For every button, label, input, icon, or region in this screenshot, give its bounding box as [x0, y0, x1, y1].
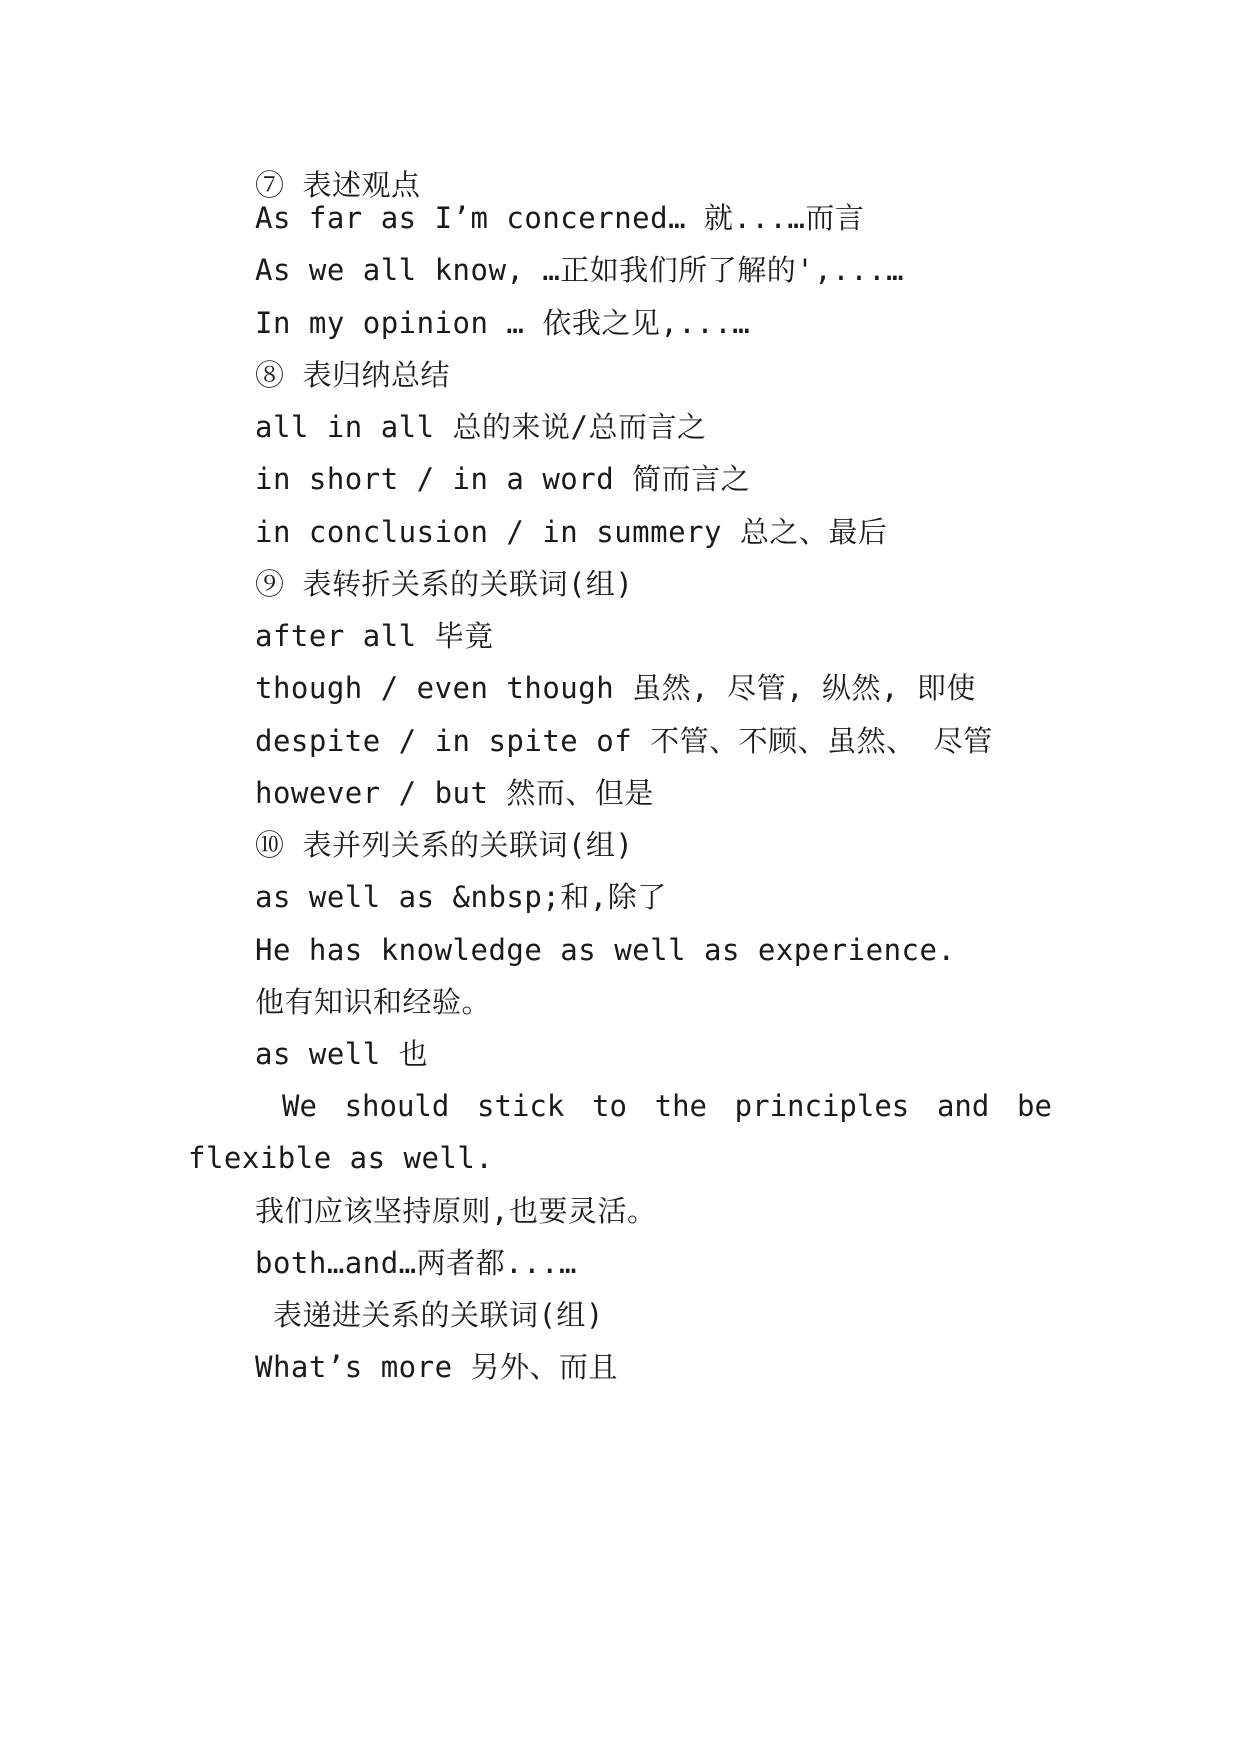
phrase-line: As far as I’m concerned… 就...…而言	[255, 201, 865, 235]
example-translation: 他有知识和经验。	[255, 985, 492, 1019]
phrase-line: in short / in a word 简而言之	[255, 462, 751, 496]
word: principles	[734, 1089, 910, 1123]
phrase-line: as well as &nbsp;和,除了	[255, 880, 667, 914]
section-7-heading: ⑦ 表述观点	[255, 168, 421, 202]
phrase-line: all in all 总的来说/总而言之	[255, 410, 707, 444]
phrase-line: despite / in spite of 不管、不顾、虽然、 尽管	[255, 724, 993, 758]
example-sentence: He has knowledge as well as experience.	[255, 933, 956, 967]
word: and	[936, 1089, 990, 1123]
section-10-heading: ⑩ 表并列关系的关联词(组)	[255, 828, 634, 862]
section-heading: 表递进关系的关联词(组)	[255, 1298, 604, 1332]
example-sentence-justified	[282, 1088, 1052, 1124]
phrase-line: In my opinion … 依我之见,...…	[255, 306, 751, 340]
section-9-heading: ⑨ 表转折关系的关联词(组)	[255, 567, 634, 601]
example-translation: 我们应该坚持原则,也要灵活。	[255, 1194, 657, 1228]
phrase-line: in conclusion / in summery 总之、最后	[255, 515, 888, 549]
section-8-heading: ⑧ 表归纳总结	[255, 358, 450, 392]
phrase-line: though / even though 虽然, 尽管, 纵然, 即使	[255, 671, 976, 705]
phrase-line: as well 也	[255, 1037, 429, 1071]
word: to	[592, 1089, 627, 1123]
phrase-line: however / but 然而、但是	[255, 776, 654, 810]
example-sentence-continuation: flexible as well.	[188, 1141, 494, 1175]
phrase-line: As we all know, …正如我们所了解的',...…	[255, 253, 905, 287]
word: should	[344, 1089, 450, 1123]
word: be	[1017, 1089, 1052, 1123]
phrase-line: after all 毕竟	[255, 619, 494, 653]
word: We	[282, 1089, 317, 1123]
word: stick	[477, 1089, 565, 1123]
word: the	[654, 1089, 707, 1123]
phrase-line: What’s more 另外、而且	[255, 1350, 619, 1384]
phrase-line: both…and…两者都...…	[255, 1246, 577, 1280]
